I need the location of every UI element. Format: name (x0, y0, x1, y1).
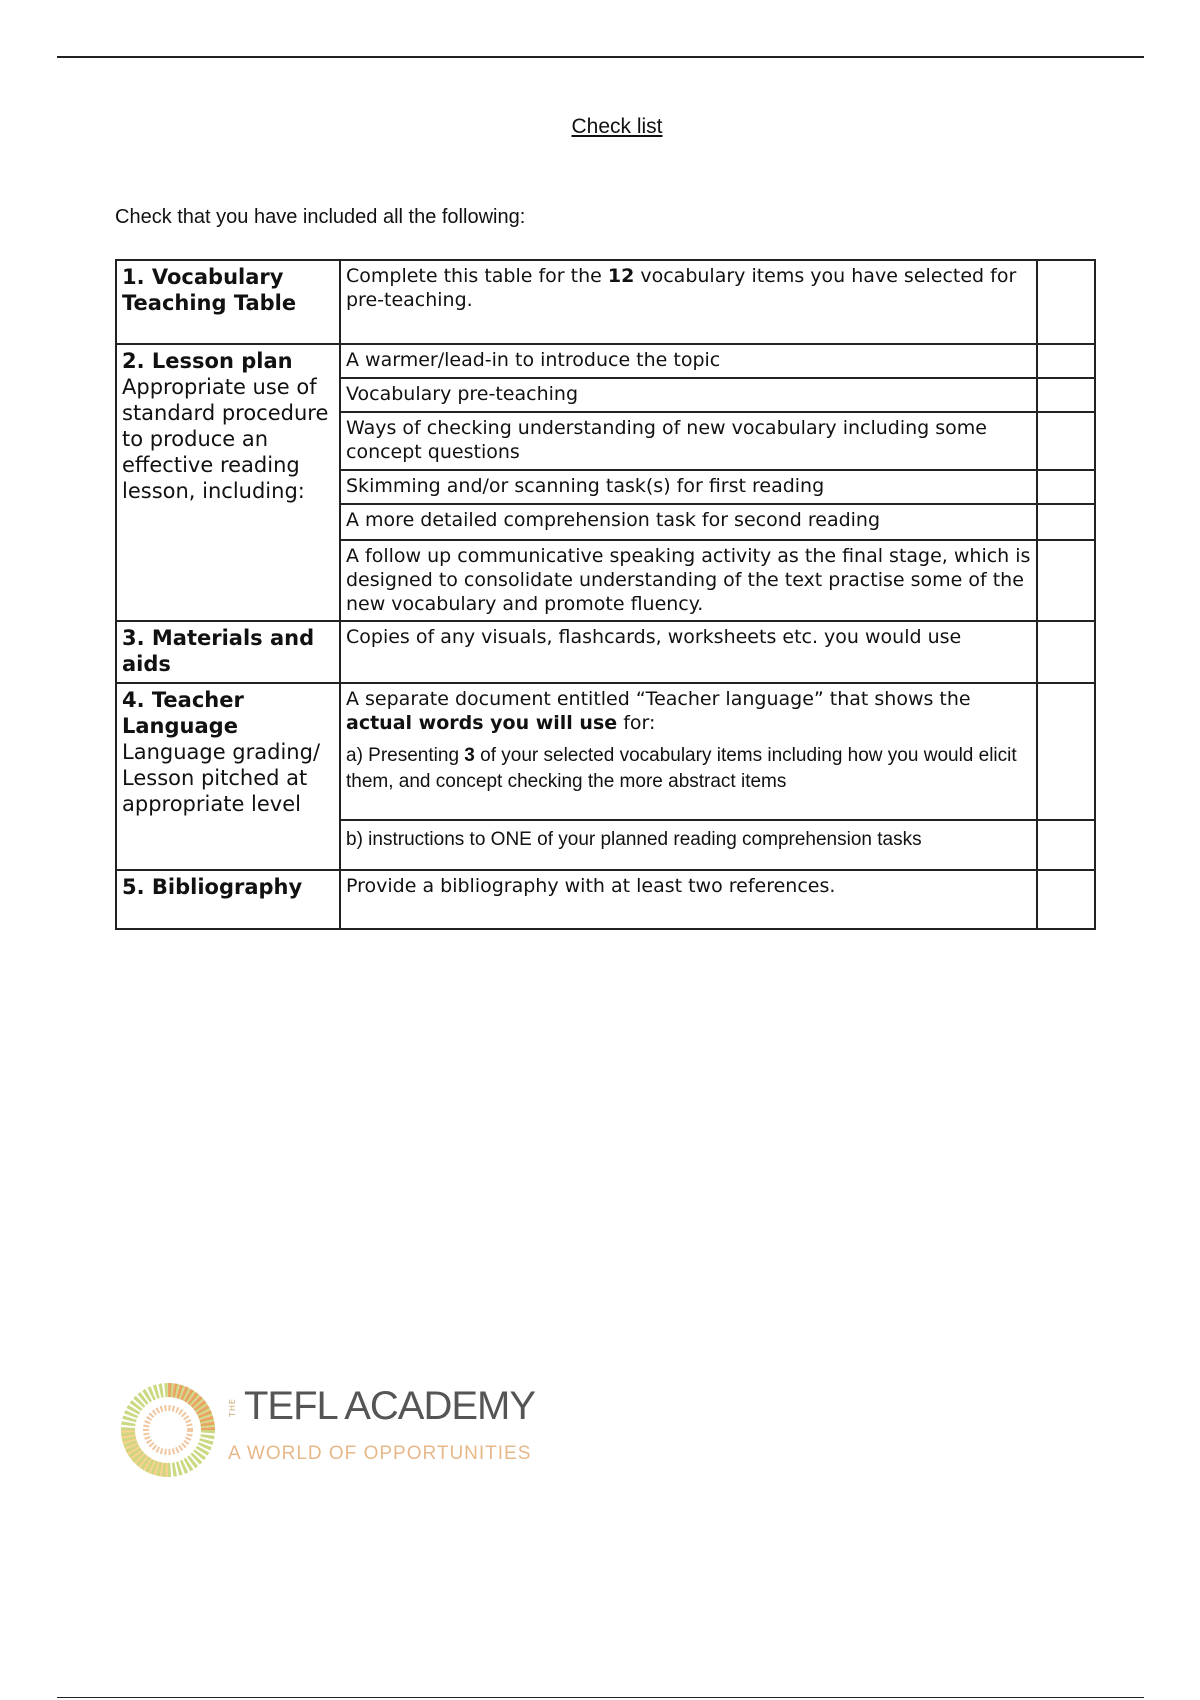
item-text: for: (617, 712, 656, 734)
section-heading-cell (116, 870, 340, 929)
checkbox-cell[interactable] (1037, 621, 1095, 683)
checkbox-cell[interactable] (1037, 378, 1095, 412)
section-description: Language grading/ Lesson pitched at appropriate level (122, 740, 321, 816)
item-cell (340, 870, 1037, 929)
section-description: Appropriate use of standard procedure to produce an effective reading lesson, including: (122, 375, 329, 503)
checkbox-cell[interactable] (1037, 683, 1095, 820)
item-text: A follow up communicative speaking activity as the final stage, which is designed to consolidate understanding of the text practise some of the new vocabulary and promote fluency. (346, 545, 1031, 615)
table-row (116, 621, 1095, 683)
item-cell (340, 683, 1037, 820)
item-text: Ways of checking understanding of new vocabulary including some concept questions (346, 417, 987, 463)
item-cell (340, 412, 1037, 470)
item-cell (340, 820, 1037, 870)
checkbox-cell[interactable] (1037, 344, 1095, 378)
item-text: b) instructions to ONE of your planned reading comprehension tasks (346, 829, 922, 850)
checkbox-cell[interactable] (1037, 820, 1095, 870)
table-row (116, 344, 1095, 378)
table-row (116, 260, 1095, 344)
item-text: Provide a bibliography with at least two references. (346, 875, 836, 897)
section-heading: 4. Teacher Language (122, 688, 244, 738)
section-heading-cell (116, 683, 340, 870)
item-cell (340, 344, 1037, 378)
section-heading-cell (116, 260, 340, 344)
item-text: Copies of any visuals, flashcards, worksheets etc. you would use (346, 626, 962, 648)
section-heading-cell (116, 344, 340, 621)
page-title: Check list (571, 115, 663, 138)
item-emphasis: actual words you will use (346, 712, 618, 734)
item-cell (340, 540, 1037, 621)
item-emphasis: 12 (607, 265, 635, 287)
table-row (116, 683, 1095, 820)
item-text: vocabulary items you have selected for pre-teaching. (346, 265, 1017, 311)
logo-mark-icon (118, 1380, 218, 1480)
header-rule (57, 56, 1144, 58)
item-cell (340, 260, 1037, 344)
section-heading-cell (116, 621, 340, 683)
item-cell (340, 470, 1037, 504)
footer-rule (57, 1697, 1144, 1698)
checkbox-cell[interactable] (1037, 260, 1095, 344)
section-heading: 3. Materials and aids (122, 626, 315, 676)
item-text: Vocabulary pre-teaching (346, 383, 579, 405)
item-text: A more detailed comprehension task for second reading (346, 509, 881, 531)
intro-text: Check that you have included all the following: (115, 206, 526, 228)
checkbox-cell[interactable] (1037, 504, 1095, 540)
tefl-academy-logo (118, 1380, 538, 1490)
logo-tagline: A WORLD OF OPPORTUNITIES (228, 1443, 532, 1464)
item-subtext: a) Presenting 3 of your selected vocabulary items including how you would elicit them, and concept checking the more abstract items (346, 745, 1017, 792)
item-text: Complete this table for the (346, 265, 608, 287)
item-cell (340, 621, 1037, 683)
item-text: A warmer/lead-in to introduce the topic (346, 349, 721, 371)
item-text: Skimming and/or scanning task(s) for first reading (346, 475, 825, 497)
logo-brand: TEFL ACADEMY (244, 1384, 536, 1428)
checkbox-cell[interactable] (1037, 470, 1095, 504)
table-row (116, 870, 1095, 929)
section-heading: 5. Bibliography (122, 875, 303, 899)
item-cell (340, 504, 1037, 540)
logo-the: THE (228, 1398, 237, 1417)
checkbox-cell[interactable] (1037, 870, 1095, 929)
item-text: A separate document entitled “Teacher language” that shows the (346, 688, 971, 710)
section-heading: 1. Vocabulary Teaching Table (122, 265, 297, 315)
checkbox-cell[interactable] (1037, 412, 1095, 470)
item-cell (340, 378, 1037, 412)
checklist-table (115, 259, 1096, 930)
section-heading: 2. Lesson plan (122, 349, 293, 373)
checkbox-cell[interactable] (1037, 540, 1095, 621)
